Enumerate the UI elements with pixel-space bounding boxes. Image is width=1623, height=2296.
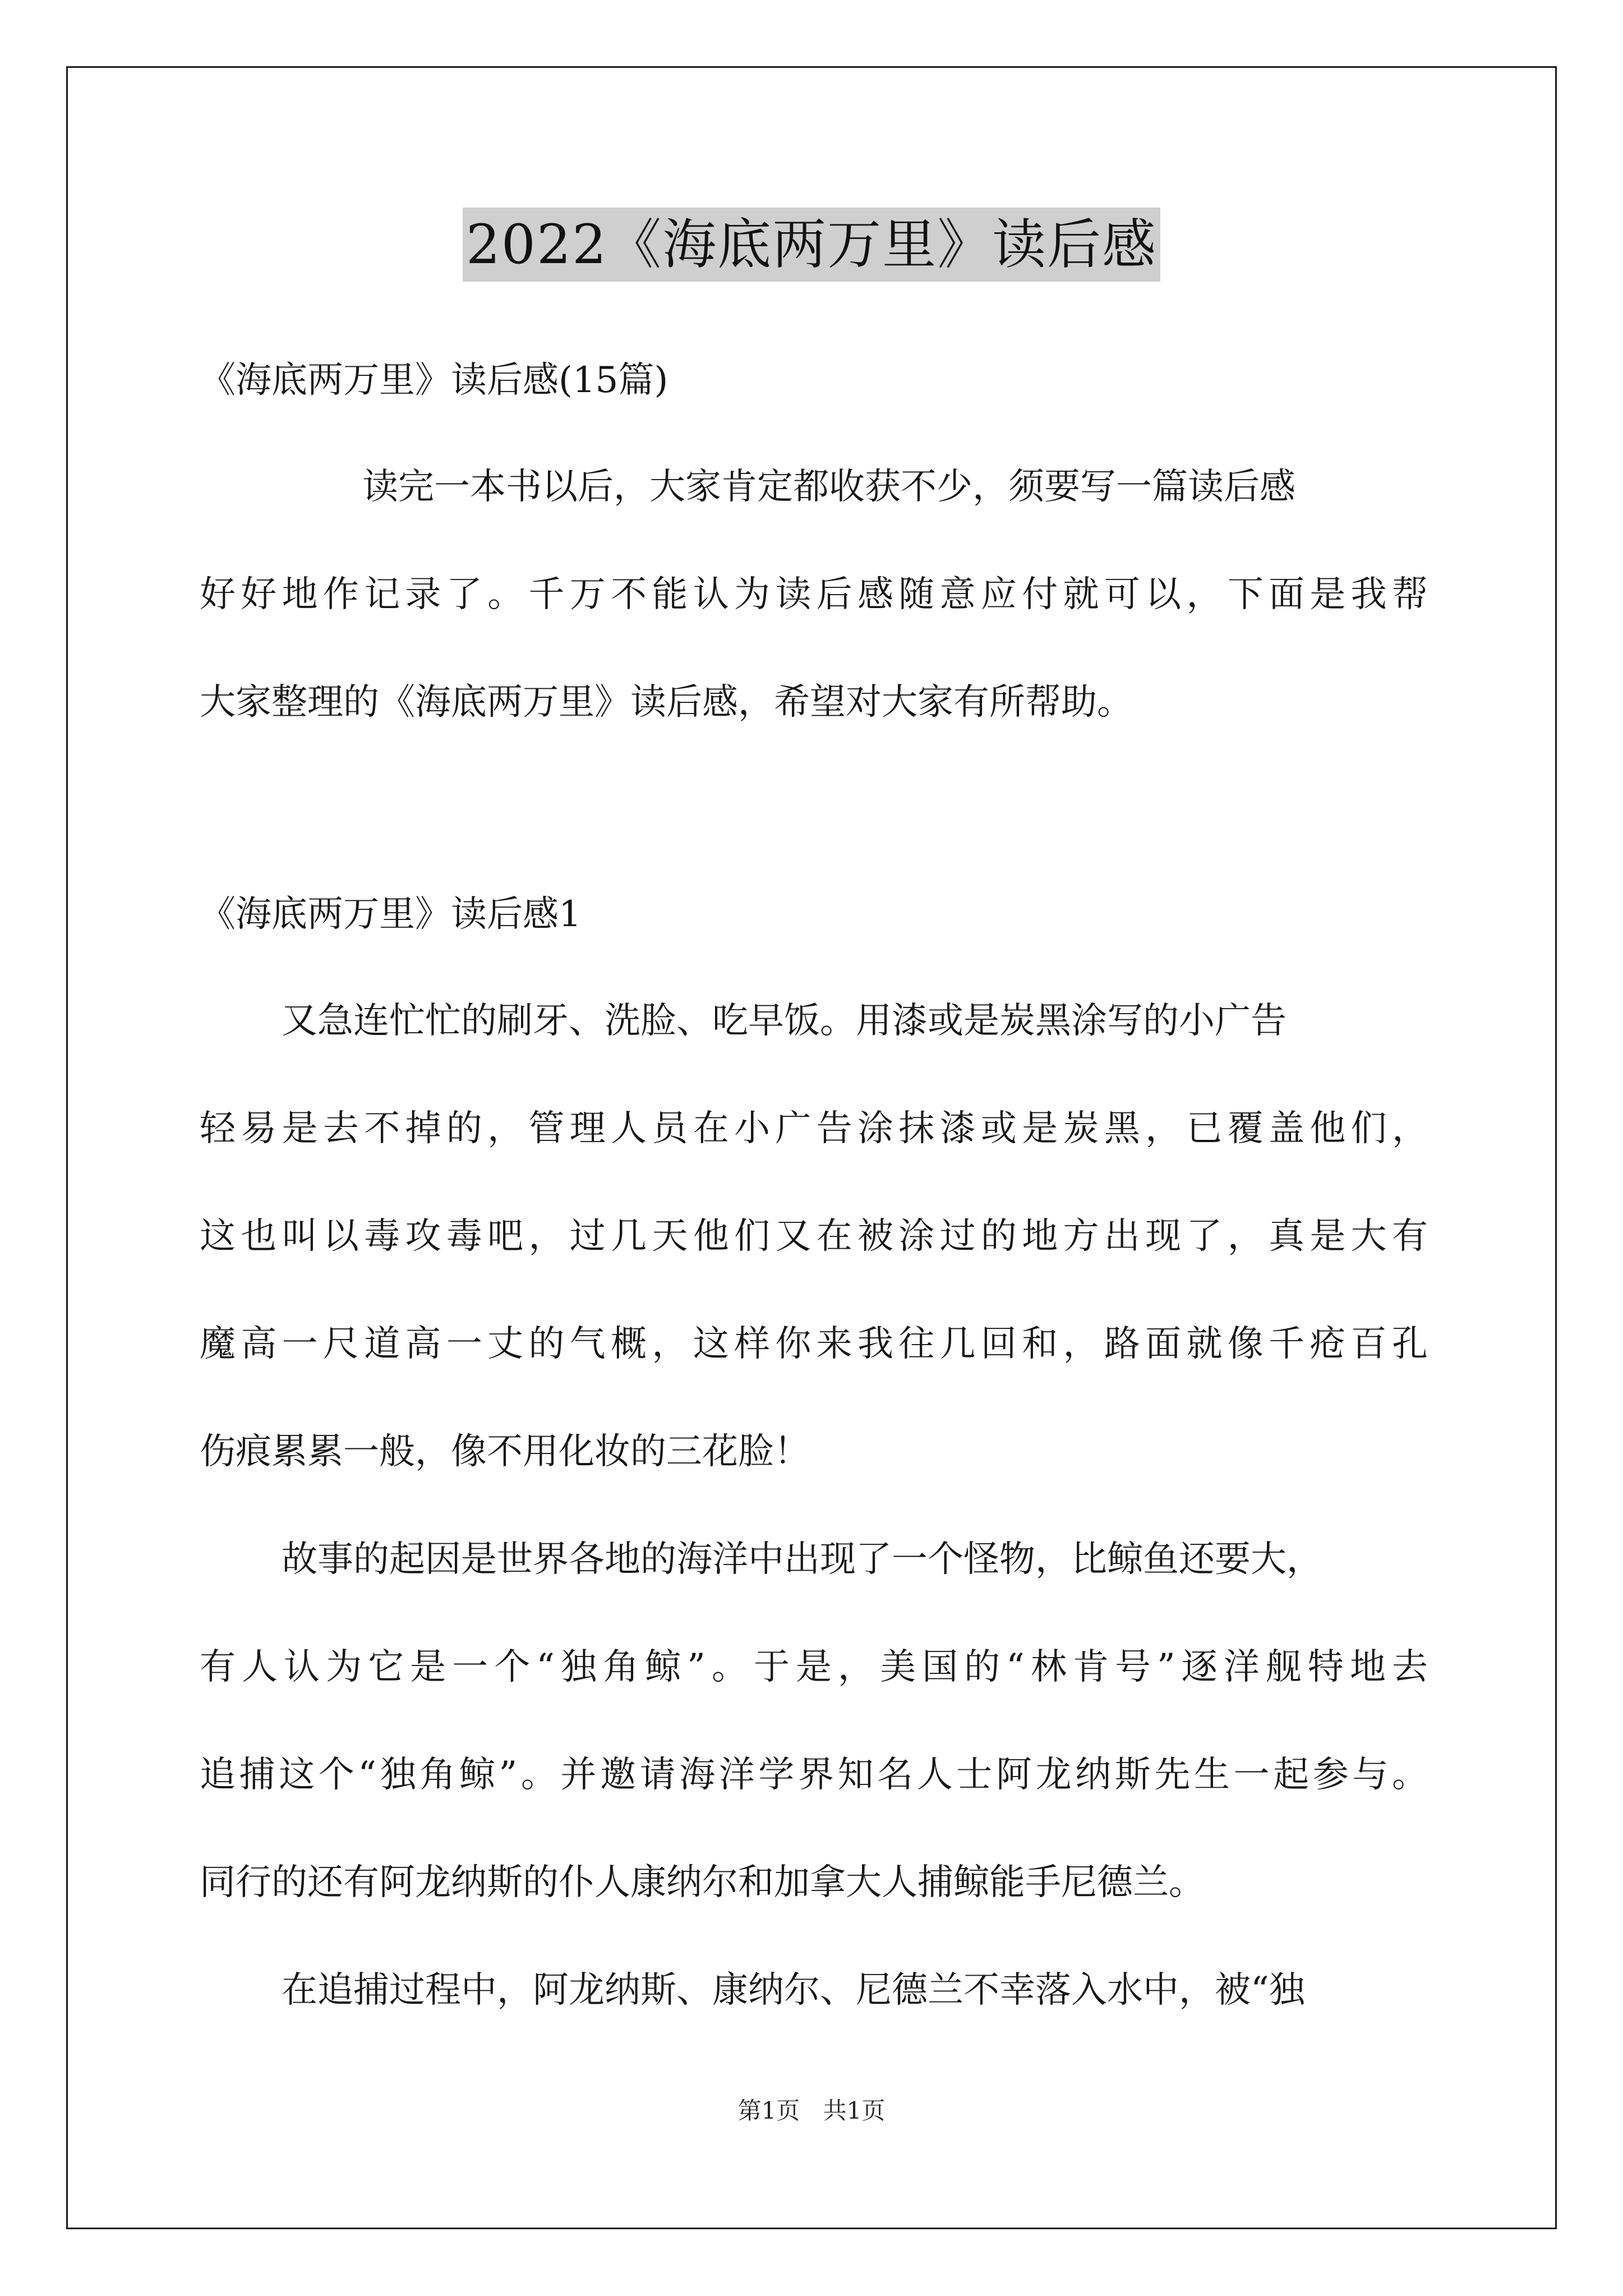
paragraph-line: 追捕这个“独角鲸”。并邀请海洋学界知名人士阿龙纳斯先生一起参与。 — [200, 1754, 1428, 1796]
title-container — [0, 208, 1623, 282]
paragraph-line: 大家整理的《海底两万里》读后感，希望对大家有所帮助。 — [200, 682, 1133, 723]
paragraph-line: 轻易是去不掉的，管理人员在小广告涂抹漆或是炭黑，已覆盖他们， — [200, 1108, 1428, 1149]
paragraph-line: 读完一本书以后，大家肯定都收获不少，须要写一篇读后感 — [362, 466, 1295, 508]
page-number: 第1页 — [737, 2097, 800, 2124]
paragraph-line: 有人认为它是一个“独角鲸”。于是，美国的“林肯号”逐洋舰特地去 — [200, 1646, 1428, 1688]
document-title: 2022《海底两万里》读后感 — [463, 208, 1160, 282]
paragraph-line: 这也叫以毒攻毒吧，过几天他们又在被涂过的地方出现了，真是大有 — [200, 1216, 1428, 1257]
section-heading: 《海底两万里》读后感1 — [200, 894, 582, 935]
paragraph-line: 魔高一尺道高一丈的气概，这样你来我往几回和，路面就像千疮百孔 — [200, 1323, 1428, 1365]
paragraph-line: 又急连忙忙的刷牙、洗脸、吃早饭。用漆或是炭黑涂写的小广告 — [282, 1000, 1287, 1042]
page-total: 共1页 — [823, 2097, 886, 2124]
page-footer — [0, 2095, 1623, 2127]
paragraph-line: 好好地作记录了。千万不能认为读后感随意应付就可以，下面是我帮 — [200, 574, 1428, 615]
paragraph-line: 故事的起因是世界各地的海洋中出现了一个怪物，比鲸鱼还要大， — [282, 1539, 1322, 1580]
paragraph-line: 伤痕累累一般，像不用化妆的三花脸！ — [200, 1431, 810, 1473]
document-subtitle: 《海底两万里》读后感(15篇) — [200, 360, 668, 401]
paragraph-line: 同行的还有阿龙纳斯的仆人康纳尔和加拿大人捕鲸能手尼德兰。 — [200, 1862, 1205, 1903]
paragraph-line: 在追捕过程中，阿龙纳斯、康纳尔、尼德兰不幸落入水中，被“独 — [282, 1970, 1305, 2011]
